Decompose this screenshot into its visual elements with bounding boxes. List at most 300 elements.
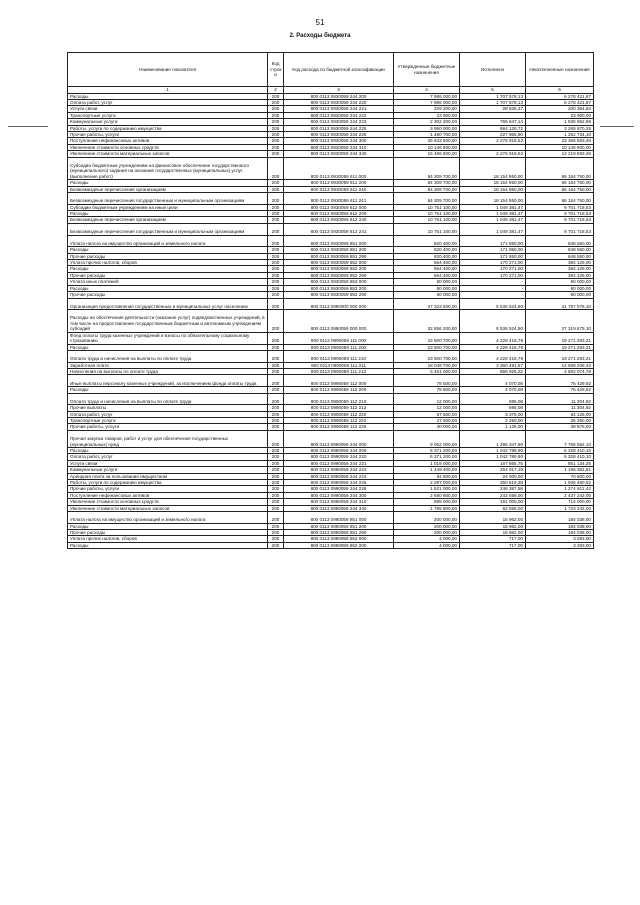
row-name: Прочие расходы	[68, 530, 268, 536]
row-code: 200	[268, 411, 284, 417]
row-approved: 27 500,00	[394, 418, 460, 424]
page-number: 51	[315, 18, 325, 27]
row-done: 246 387,58	[460, 486, 526, 492]
row-done: 1 049 381,47	[460, 211, 526, 217]
row-remaining: 394 129,00	[526, 260, 594, 266]
row-remaining: 851 134,25	[526, 460, 594, 466]
row-name: Расходы на обеспечение деятельности (оказание услуг) подведомственных учреждений, в том числе на предоставление государственным бюджетным и автономным учреждениям субсидий	[68, 310, 268, 333]
row-approved: 10 751 100,00	[394, 211, 460, 217]
row-name: Уплата прочих налогов, сборов	[68, 260, 268, 266]
row-name: Оплата труда и начисления на выплаты по оплате труда	[68, 393, 268, 405]
row-approved: 18 049 700,00	[394, 362, 460, 368]
row-classification: 800 0113 0990059 244 225	[284, 479, 394, 485]
row-approved: 6 371 200,00	[394, 447, 460, 453]
row-code: 200	[268, 106, 284, 112]
column-number: 2	[268, 87, 284, 94]
row-name: Увеличение стоимости основных средств	[68, 144, 268, 150]
row-approved: 895 000,00	[394, 499, 460, 505]
row-approved: 2 680 800,00	[394, 492, 460, 498]
row-name: Субсидии бюджетным учреждениям на финансовое обеспечение государственного (муниципального) задания на оказание государственных (муниципальных) услуг (выполнение работ)	[68, 157, 268, 180]
row-code: 200	[268, 454, 284, 460]
row-done: 170 271,00	[460, 266, 526, 272]
column-number: 3	[284, 87, 394, 94]
row-classification: 800 0113 0990059 112 222	[284, 418, 394, 424]
row-remaining: 394 129,00	[526, 266, 594, 272]
row-done: 227 965,90	[460, 132, 526, 138]
row-name: Начисления на выплаты по оплате труда	[68, 369, 268, 375]
row-approved: 60 000,00	[394, 279, 460, 285]
row-classification: 800 0113 0990059 112 000	[284, 375, 394, 387]
row-classification: 800 0113 0990059 111 210	[284, 350, 394, 362]
row-approved: 229 200,00	[394, 106, 460, 112]
table-row	[68, 186, 594, 192]
row-code: 200	[268, 473, 284, 479]
row-classification: 800 0113 0930059 853 290	[284, 292, 394, 298]
row-remaining: 184 038,00	[526, 530, 594, 536]
row-remaining: 3 283,00	[526, 536, 594, 542]
row-classification: 800 0113 0930059 244 300	[284, 138, 394, 144]
row-approved: 12 000,00	[394, 405, 460, 411]
row-approved: 23 500 700,00	[394, 344, 460, 350]
row-name: Расходы	[68, 285, 268, 291]
row-approved: 2 302 200,00	[394, 119, 460, 125]
row-code: 200	[268, 285, 284, 291]
row-code: 200	[268, 350, 284, 362]
row-approved: 1 480 700,00	[394, 132, 460, 138]
row-approved: 3 950 000,00	[394, 125, 460, 131]
row-approved: 12 000,00	[394, 393, 460, 405]
row-remaining: 1 274 612,42	[526, 486, 594, 492]
row-name: Оплата работ, услуг	[68, 454, 268, 460]
column-number: 6	[526, 87, 594, 94]
row-done: 1 707 578,13	[460, 100, 526, 106]
row-approved: 10 146 900,00	[394, 144, 460, 150]
budget-expenses-table	[67, 52, 594, 549]
row-approved: 84 309 700,00	[394, 192, 460, 204]
row-classification: 800 0113 0930059 851 000	[284, 235, 394, 247]
row-approved: 4 000,00	[394, 542, 460, 548]
row-classification: 800 0113 0990059 112 220	[284, 411, 394, 417]
row-classification: 800 0113 0990059 244 226	[284, 486, 394, 492]
row-remaining: 41 787 075,10	[526, 298, 594, 310]
header-remaining: Неисполненные назначения	[526, 53, 594, 87]
row-approved: 84 309 700,00	[394, 157, 460, 180]
row-done: 1 049 381,47	[460, 223, 526, 235]
row-code: 200	[268, 247, 284, 253]
row-name: Расходы	[68, 344, 268, 350]
row-remaining: 9 701 718,53	[526, 223, 594, 235]
row-remaining: 184 038,00	[526, 523, 594, 529]
row-done: 3 360 491,57	[460, 362, 526, 368]
row-done: -	[460, 285, 526, 291]
row-classification: 800 0113 0930059 612 200	[284, 211, 394, 217]
row-classification: 800 0113 0930059 244 225	[284, 125, 394, 131]
row-code: 200	[268, 253, 284, 259]
row-name: Коммунальные услуги	[68, 467, 268, 473]
row-code: 200	[268, 211, 284, 217]
row-code: 200	[268, 119, 284, 125]
row-approved: 2 287 000,00	[394, 479, 460, 485]
row-code: 200	[268, 375, 284, 387]
row-done: 243 558,00	[460, 492, 526, 498]
row-classification: 800 0113 0990059 852 200	[284, 542, 394, 548]
row-name: Прочие работы, услуги	[68, 132, 268, 138]
row-classification: 800 0113 0990059 852 000	[284, 536, 394, 542]
table-row	[68, 499, 594, 505]
row-approved: 1 019 000,00	[394, 460, 460, 466]
row-remaining: 9 701 718,53	[526, 204, 594, 210]
row-name: Прочие расходы	[68, 292, 268, 298]
row-remaining: 19 271 283,21	[526, 350, 594, 362]
row-name: Расходы	[68, 447, 268, 453]
header-classification: Код расхода по бюджетной классификации	[284, 53, 394, 87]
row-done: 1 125,00	[460, 424, 526, 430]
row-code: 200	[268, 393, 284, 405]
row-name: Транспортные услуги	[68, 112, 268, 118]
table-row	[68, 192, 594, 204]
row-approved: 84 309 700,00	[394, 186, 460, 192]
row-name: Субсидии бюджетным учреждениям на иные цели	[68, 204, 268, 210]
row-done: 18 154 950,00	[460, 180, 526, 186]
row-code: 200	[268, 387, 284, 393]
row-classification: 800 0113 0930059 611 200	[284, 180, 394, 186]
row-classification: 800 0113 0930059 244 220	[284, 100, 394, 106]
row-remaining: 23 900,00	[526, 112, 594, 118]
row-code: 200	[268, 499, 284, 505]
row-done: 15 962,00	[460, 530, 526, 536]
row-code: 200	[268, 405, 284, 411]
row-code: 200	[268, 536, 284, 542]
row-done: 1 049 381,47	[460, 204, 526, 210]
row-remaining: 5 328 410,10	[526, 454, 594, 460]
row-remaining: 75 429,92	[526, 387, 594, 393]
row-remaining: 75 429,92	[526, 375, 594, 387]
row-approved: 10 751 100,00	[394, 204, 460, 210]
row-code: 200	[268, 460, 284, 466]
row-done: 1 042 789,90	[460, 447, 526, 453]
row-remaining: 60 000,00	[526, 279, 594, 285]
row-done: 3 375,00	[460, 411, 526, 417]
row-name: Уплата иных платежей	[68, 279, 268, 285]
row-remaining: 60 000,00	[526, 285, 594, 291]
row-remaining: 9 701 718,53	[526, 217, 594, 223]
row-done: -	[460, 279, 526, 285]
row-done: 171 850,00	[460, 253, 526, 259]
row-done: 717,00	[460, 542, 526, 548]
row-remaining: 66 154 750,00	[526, 192, 594, 204]
row-done: 18 154 950,00	[460, 157, 526, 180]
row-code: 200	[268, 180, 284, 186]
row-remaining: 648 550,00	[526, 253, 594, 259]
row-done: 254 017,19	[460, 467, 526, 473]
row-name: Безвозмездные перечисления государственным и муниципальным организациям	[68, 223, 268, 235]
row-classification: 800 0113 0930059 853 200	[284, 285, 394, 291]
table-row	[68, 375, 594, 387]
row-code: 200	[268, 479, 284, 485]
row-classification: 800 0113 0990059 112 212	[284, 405, 394, 411]
column-number-row	[68, 87, 594, 94]
row-done: 4 070,08	[460, 375, 526, 387]
row-classification: 800 0113 0990059 112 226	[284, 424, 394, 430]
row-approved: 79 500,00	[394, 387, 460, 393]
row-classification: 800 0113 0990059 244 223	[284, 467, 394, 473]
table-row	[68, 157, 594, 180]
table-row	[68, 235, 594, 247]
row-done: 18 154 950,00	[460, 186, 526, 192]
row-done: 15 962,00	[460, 511, 526, 523]
row-remaining: 4 582 074,78	[526, 369, 594, 375]
row-classification: 800 0113 0930059 244 221	[284, 106, 394, 112]
row-classification: 800 0113 0930059 851 200	[284, 247, 394, 253]
row-remaining: 38 875,00	[526, 424, 594, 430]
row-done: 171 850,00	[460, 247, 526, 253]
row-code: 200	[268, 505, 284, 511]
row-approved: 820 400,00	[394, 253, 460, 259]
row-remaining: 6 278 421,87	[526, 100, 594, 106]
row-done: 4 229 416,79	[460, 332, 526, 344]
row-classification: 800 0113 0990059 244 340	[284, 505, 394, 511]
row-code: 200	[268, 542, 284, 548]
row-done: 2 276 918,52	[460, 138, 526, 144]
row-name: Прочие расходы	[68, 253, 268, 259]
row-remaining: 23 366 583,48	[526, 138, 594, 144]
row-done: 1 042 789,90	[460, 454, 526, 460]
row-done: 4 229 416,79	[460, 350, 526, 362]
row-approved: 84 309 700,00	[394, 180, 460, 186]
table-row	[68, 151, 594, 157]
row-classification: 800 0113 0930059 851 290	[284, 253, 394, 259]
header-approved: Утвержденные бюджетные назначения	[394, 53, 460, 87]
row-code: 200	[268, 272, 284, 278]
table-row	[68, 542, 594, 548]
row-done: 868 925,22	[460, 369, 526, 375]
row-classification: 800 0113 0990059 000 000	[284, 310, 394, 333]
row-name: Прочие работы, услуги	[68, 486, 268, 492]
row-remaining: 7 765 652,10	[526, 430, 594, 447]
row-done: 24 000,00	[460, 473, 526, 479]
row-remaining: 11 304,92	[526, 405, 594, 411]
row-name: Безвозмездные перечисления организациям	[68, 186, 268, 192]
row-name: Безвозмездные перечисления организациям	[68, 217, 268, 223]
row-code: 200	[268, 192, 284, 204]
scan-mark-right	[600, 126, 634, 127]
row-code: 200	[268, 132, 284, 138]
row-name: Уплата налога на имущество организаций и земельного налога	[68, 235, 268, 247]
row-classification: 800 0113 0990059 244 224	[284, 473, 394, 479]
row-remaining: 394 129,00	[526, 272, 594, 278]
row-done: 170 271,00	[460, 272, 526, 278]
row-name: Оплата работ, услуг	[68, 100, 268, 106]
table-row	[68, 138, 594, 144]
row-done: 1 049 381,47	[460, 217, 526, 223]
row-classification: 800 0113 0930059 853 000	[284, 279, 394, 285]
row-code: 200	[268, 530, 284, 536]
row-remaining: 5 328 410,10	[526, 447, 594, 453]
row-classification: 800 0113 0990059 244 220	[284, 454, 394, 460]
row-name: Расходы	[68, 542, 268, 548]
row-name: Поступление нефинансовых активов	[68, 138, 268, 144]
row-remaining: 13 219 683,48	[526, 151, 594, 157]
row-classification: 800 0113 0990059 111 000	[284, 332, 394, 344]
row-approved: 7 986 000,00	[394, 100, 460, 106]
row-classification: 800 0113 0930059 611 000	[284, 157, 394, 180]
table-row	[68, 332, 594, 344]
row-code: 200	[268, 292, 284, 298]
row-classification: 800 0113 0930059 852 200	[284, 266, 394, 272]
row-name: Иные выплаты персоналу казенных учреждений, за исключением фонда оплаты труда	[68, 375, 268, 387]
row-remaining: 9 701 718,53	[526, 211, 594, 217]
row-classification: 800 0113 0930059 852 290	[284, 272, 394, 278]
row-name: Услуги связи	[68, 106, 268, 112]
row-done: 2 250,00	[460, 418, 526, 424]
row-code: 200	[268, 369, 284, 375]
row-name: Расходы	[68, 247, 268, 253]
table-row	[68, 217, 594, 223]
row-done: 15 962,00	[460, 523, 526, 529]
table-row	[68, 473, 594, 479]
row-approved: 200 000,00	[394, 530, 460, 536]
row-name: Уплата прочих налогов, сборов	[68, 536, 268, 542]
row-remaining: 19 271 283,21	[526, 332, 594, 344]
row-done: 717,00	[460, 536, 526, 542]
row-code: 200	[268, 144, 284, 150]
row-code: 200	[268, 362, 284, 368]
row-name: Расходы	[68, 266, 268, 272]
row-classification: 800 0113 0930059 852 000	[284, 260, 394, 266]
row-code: 200	[268, 223, 284, 235]
row-done: 5 536 524,90	[460, 298, 526, 310]
row-remaining: 200 364,63	[526, 106, 594, 112]
row-code: 200	[268, 511, 284, 523]
row-remaining: 3 265 870,28	[526, 125, 594, 131]
row-approved: 564 400,00	[394, 272, 460, 278]
row-classification: 800 0113 0930059 611 241	[284, 192, 394, 204]
row-name: Увеличение стоимости материальных запасов	[68, 151, 268, 157]
row-approved: 23 900,00	[394, 112, 460, 118]
row-classification: 800 0113 0990059 244 200	[284, 447, 394, 453]
row-approved: 10 751 100,00	[394, 223, 460, 235]
row-approved: 15 496 600,00	[394, 151, 460, 157]
row-remaining: 27 319 675,10	[526, 310, 594, 333]
table-body	[68, 93, 594, 549]
row-classification: 800 0113 0990000 000 000	[284, 298, 394, 310]
row-name: Поступление нефинансовых активов	[68, 492, 268, 498]
row-remaining: 66 154 750,00	[526, 157, 594, 180]
row-code: 200	[268, 204, 284, 210]
row-remaining: 3 283,00	[526, 542, 594, 548]
row-done: -	[460, 292, 526, 298]
row-approved: 200 000,00	[394, 523, 460, 529]
row-approved: 564 400,00	[394, 260, 460, 266]
column-number: 5	[460, 87, 526, 94]
row-code: 200	[268, 186, 284, 192]
column-number: 4	[394, 87, 460, 94]
row-classification: 800 0113 0990059 112 210	[284, 393, 394, 405]
row-done: 171 850,00	[460, 235, 526, 247]
row-done: 62 558,00	[460, 505, 526, 511]
row-code: 200	[268, 523, 284, 529]
row-approved: 60 000,00	[394, 285, 460, 291]
row-code: 200	[268, 217, 284, 223]
row-remaining: 25 250,00	[526, 418, 594, 424]
table-row	[68, 393, 594, 405]
row-approved: 564 400,00	[394, 266, 460, 272]
scan-mark-left	[8, 126, 48, 127]
row-classification: 800 0113 0930059 244 226	[284, 132, 394, 138]
row-approved: 5 451 000,00	[394, 369, 460, 375]
row-classification: 800 0113 0930059 612 240	[284, 217, 394, 223]
row-remaining: 11 304,92	[526, 393, 594, 405]
row-name: Увеличение стоимости основных средств	[68, 499, 268, 505]
row-done: 170 271,00	[460, 260, 526, 266]
row-classification: 800 0113 0990059 111 213	[284, 369, 394, 375]
row-done: 2 276 918,52	[460, 151, 526, 157]
row-approved: 47 323 600,00	[394, 298, 460, 310]
row-classification: 800 0113 0930059 612 000	[284, 204, 394, 210]
row-done: 1 707 578,13	[460, 93, 526, 99]
row-done: 695,08	[460, 405, 526, 411]
row-name: Работы, услуги по содержанию имущества	[68, 479, 268, 485]
row-remaining: 64 125,00	[526, 411, 594, 417]
row-remaining: 2 437 242,00	[526, 492, 594, 498]
row-code: 200	[268, 467, 284, 473]
section-title: 2. Расходы бюджета	[289, 33, 351, 39]
row-name: Расходы	[68, 523, 268, 529]
row-classification: 800 0113 0930059 244 310	[284, 144, 394, 150]
row-done: 684 129,72	[460, 125, 526, 131]
table-row	[68, 298, 594, 310]
row-done: 18 154 950,00	[460, 192, 526, 204]
row-name: Арендная плата за пользование имуществом	[68, 473, 268, 479]
row-done: 1 286 347,90	[460, 430, 526, 447]
header-done: Исполнено	[460, 53, 526, 87]
row-code: 200	[268, 447, 284, 453]
table-row	[68, 350, 594, 362]
row-name: Увеличение стоимости материальных запасов	[68, 505, 268, 511]
row-code: 200	[268, 93, 284, 99]
row-remaining: 648 550,00	[526, 247, 594, 253]
table-row	[68, 223, 594, 235]
row-done: 4 070,08	[460, 387, 526, 393]
row-name: Расходы	[68, 387, 268, 393]
row-code: 200	[268, 112, 284, 118]
row-code: 200	[268, 344, 284, 350]
row-classification: 800 0113 0990059 244 000	[284, 430, 394, 447]
row-code: 200	[268, 430, 284, 447]
row-approved: 40 000,00	[394, 424, 460, 430]
header-name: Наименование показателя	[68, 53, 268, 87]
row-name: Прочие выплаты	[68, 405, 268, 411]
row-name: Услуги связи	[68, 460, 268, 466]
row-code: 200	[268, 279, 284, 285]
row-classification: 800 0113 0930059 611 240	[284, 186, 394, 192]
table-row	[68, 369, 594, 375]
row-classification: 800 0113 0990059 851 200	[284, 523, 394, 529]
row-code: 200	[268, 310, 284, 333]
row-classification: 800 0113 0990059 244 221	[284, 460, 394, 466]
row-approved: 32 856 200,00	[394, 310, 460, 333]
row-remaining: 714 000,00	[526, 499, 594, 505]
row-classification: 800 0113 0990059 851 000	[284, 511, 394, 523]
row-code: 200	[268, 151, 284, 157]
row-classification: 800 0113 0990059 244 310	[284, 499, 394, 505]
row-approved: 9 052 000,00	[394, 430, 460, 447]
row-classification: 800 0113 0990059 111 200	[284, 344, 394, 350]
row-name: Расходы	[68, 211, 268, 217]
row-name: Заработная плата	[68, 362, 268, 368]
row-classification: 800 0113 0990059 851 290	[284, 530, 394, 536]
row-remaining: 1 252 734,10	[526, 132, 594, 138]
